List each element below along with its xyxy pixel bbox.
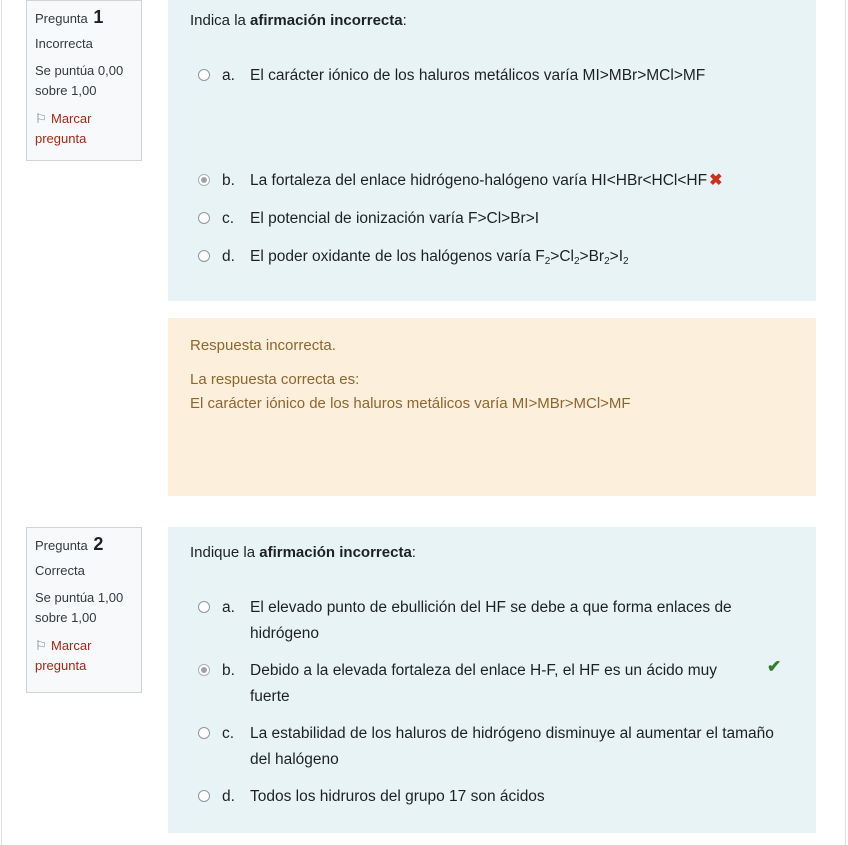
question-1-feedback (168, 318, 816, 496)
question-2-option-d[interactable]: d. Todos los hidruros del grupo 17 son ácidos (198, 784, 545, 810)
radio-a[interactable] (198, 601, 210, 613)
question-1-prompt: Indica la afirmación incorrecta: (190, 12, 407, 29)
question-2-number: Pregunta 2 (35, 534, 104, 554)
radio-b-selected[interactable] (198, 664, 210, 676)
question-1-content (168, 0, 816, 301)
question-1-grade: Se puntúa 0,00 sobre 1,00 (35, 63, 124, 98)
x-icon: ✖ (709, 172, 723, 189)
question-2-state: Correcta (35, 563, 85, 578)
feedback-correct-answer: El carácter iónico de los haluros metálicos varía MI>MBr>MCl>MF (190, 395, 631, 412)
question-1-number: Pregunta 1 (35, 7, 104, 27)
question-2-content (168, 527, 816, 833)
feedback-result: Respuesta incorrecta. (190, 337, 336, 354)
radio-d[interactable] (198, 790, 210, 802)
question-1-option-b[interactable]: b. La fortaleza del enlace hidrógeno-halógeno varía HI<HBr<HCl<HF ✖ (198, 168, 723, 194)
question-2-grade: Se puntúa 1,00 sobre 1,00 (35, 590, 124, 625)
radio-a[interactable] (198, 69, 210, 81)
feedback-correct-label: La respuesta correcta es: (190, 371, 360, 388)
question-2-option-b[interactable]: b. Debido a la elevada fortaleza del enlace H-F, el HF es un ácido muy fuerte (198, 658, 750, 710)
flag-icon: ⚐ (35, 111, 47, 126)
radio-b-selected[interactable] (198, 174, 210, 186)
check-icon: ✔ (767, 657, 782, 676)
question-2-info (26, 527, 142, 693)
question-2-option-c[interactable]: c. La estabilidad de los haluros de hidrógeno disminuye al aumentar el tamaño del halógeno (198, 721, 790, 773)
option-d-text: El poder oxidante de los halógenos varía $F_2>Cl_2>Br_2>I_2$ (250, 248, 629, 267)
question-2-flag-link[interactable]: ⚐ Marcar pregunta (35, 638, 92, 673)
question-1-info (26, 0, 142, 161)
question-2-option-a[interactable]: a. El elevado punto de ebullición del HF se debe a que forma enlaces de hidrógeno (198, 595, 788, 647)
flag-icon: ⚐ (35, 638, 47, 653)
question-1-option-d[interactable]: d. El poder oxidante de los halógenos varía $F_2>Cl_2>Br_2>I_2$ (198, 244, 629, 275)
question-1-flag-link[interactable]: ⚐ Marcar pregunta (35, 111, 92, 146)
question-1-state: Incorrecta (35, 36, 93, 51)
question-1-option-c[interactable]: c. El potencial de ionización varía F>Cl>Br>I (198, 206, 539, 232)
question-1-option-a[interactable]: a. El carácter iónico de los haluros metálicos varía MI>MBr>MCl>MF (198, 63, 705, 89)
radio-c[interactable] (198, 212, 210, 224)
question-2-prompt: Indique la afirmación incorrecta: (190, 544, 416, 561)
radio-d[interactable] (198, 250, 210, 262)
radio-c[interactable] (198, 727, 210, 739)
